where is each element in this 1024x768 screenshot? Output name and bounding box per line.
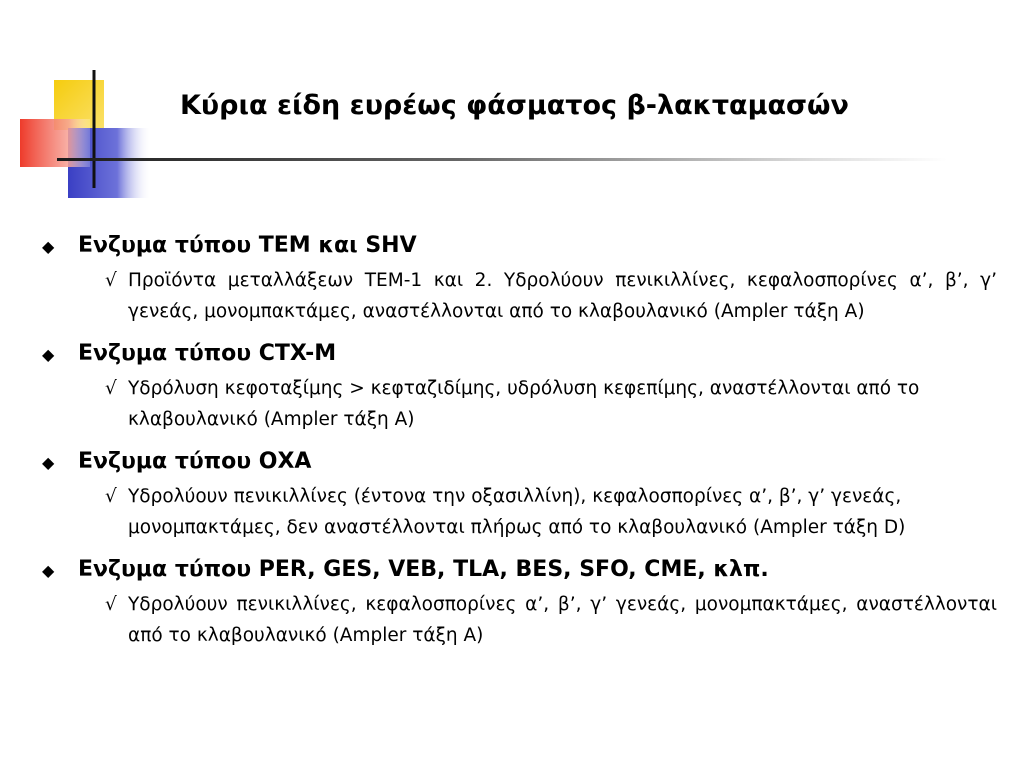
item-detail: Προϊόντα μεταλλάξεων ΤΕΜ-1 και 2. Υδρολύουν πενικιλλίνες, κεφαλοσπορίνες α’, β’, γ’ γενεάς, μονομπακτάμες, αναστέλλονται από το κλαβουλανικό (Ampler τάξη A) bbox=[128, 270, 997, 322]
item-detail-row bbox=[105, 589, 997, 651]
list-item bbox=[42, 228, 997, 327]
item-detail-row bbox=[105, 481, 997, 543]
item-detail: Υδρόλυση κεφοταξίμης > κεφταζιδίμης, υδρόλυση κεφεπίμης, αναστέλλονται από το κλαβουλανικό (Ampler τάξη A) bbox=[128, 378, 920, 430]
item-heading: Ενζυμα τύπου PER, GES, VEB, TLA, BES, SFO, CME, κλπ. bbox=[78, 557, 769, 582]
decorative-squares-logo bbox=[0, 0, 160, 210]
checkmark-icon: √ bbox=[105, 594, 117, 615]
slide-title: Κύρια είδη ευρέως φάσματος β-λακταμασών bbox=[180, 90, 849, 121]
checkmark-icon: √ bbox=[105, 270, 117, 291]
title-underline bbox=[57, 158, 947, 161]
item-detail-row bbox=[105, 265, 997, 327]
bullet-list bbox=[42, 228, 997, 651]
diamond-bullet-icon: ◆ bbox=[42, 237, 55, 256]
item-heading: Ενζυμα τύπου ΤΕΜ και SHV bbox=[78, 233, 417, 258]
item-heading-row bbox=[42, 228, 997, 265]
diamond-bullet-icon: ◆ bbox=[42, 345, 55, 364]
list-item bbox=[42, 336, 997, 435]
checkmark-icon: √ bbox=[105, 378, 117, 399]
list-item bbox=[42, 552, 997, 651]
item-heading: Ενζυμα τύπου CTX-M bbox=[78, 341, 337, 366]
diamond-bullet-icon: ◆ bbox=[42, 453, 55, 472]
list-item bbox=[42, 444, 997, 543]
item-heading-row bbox=[42, 444, 997, 481]
diamond-bullet-icon: ◆ bbox=[42, 561, 55, 580]
item-detail: Υδρολύουν πενικιλλίνες (έντονα την οξασιλλίνη), κεφαλοσπορίνες α’, β’, γ’ γενεάς, μονομπακτάμες, δεν αναστέλλονται πλήρως από το κλαβουλανικό (Ampler τάξη D) bbox=[128, 486, 906, 538]
item-heading-row bbox=[42, 552, 997, 589]
checkmark-icon: √ bbox=[105, 486, 117, 507]
item-detail-row bbox=[105, 373, 997, 435]
item-heading: Ενζυμα τύπου ΟΧΑ bbox=[78, 449, 312, 474]
item-detail: Υδρολύουν πενικιλλίνες, κεφαλοσπορίνες α’, β’, γ’ γενεάς, μονομπακτάμες, αναστέλλονται από το κλαβουλανικό (Ampler τάξη A) bbox=[128, 594, 997, 646]
item-heading-row bbox=[42, 336, 997, 373]
